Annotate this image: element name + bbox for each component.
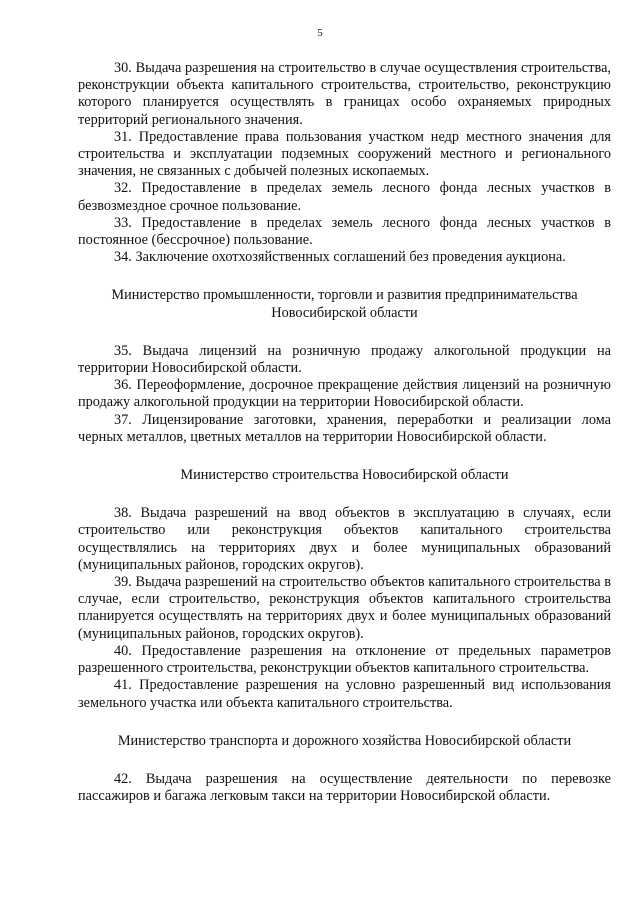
- section-heading: Министерство транспорта и дорожного хозяйства Новосибирской области: [117, 732, 572, 749]
- section-heading: Министерство промышленности, торговли и развития предпринимательства Новосибирской области: [111, 287, 578, 321]
- list-item: 41. Предоставление разрешения на условно разрешенный вид использования земельного участка или объекта капитального строительства.: [78, 677, 611, 711]
- list-item: 37. Лицензирование заготовки, хранения, переработки и реализации лома черных металлов, цветных металлов на территории Новосибирской области.: [78, 411, 611, 445]
- list-item: 36. Переоформление, досрочное прекращение действия лицензий на розничную продажу алкогольной продукции на территории Новосибирской области.: [78, 377, 611, 411]
- document-body: [78, 60, 611, 805]
- list-item: 34. Заключение охотхозяйственных соглашений без проведения аукциона.: [114, 249, 566, 266]
- list-item: 31. Предоставление права пользования участком недр местного значения для строительства и эксплуатации подземных сооружений местного и регионального значения, не связанных с добычей полезных ископаемых.: [78, 128, 611, 180]
- list-item: 35. Выдача лицензий на розничную продажу алкогольной продукции на территории Новосибирской области.: [78, 342, 611, 377]
- section-heading: Министерство строительства Новосибирской области: [180, 467, 509, 484]
- list-item: 30. Выдача разрешения на строительство в случае осуществления строительства, реконструкции объекта капитального строительства, строительство, реконструкцию которого планируется осуществлять в границах особо охраняемых природных территорий регионального значения.: [78, 60, 611, 128]
- list-item: 42. Выдача разрешения на осуществление деятельности по перевозке пассажиров и багажа легковым такси на территории Новосибирской области.: [78, 770, 611, 805]
- page-number: 5: [317, 27, 323, 39]
- list-item: 39. Выдача разрешений на строительство объектов капитального строительства в случае, если строительство, реконструкция объектов капитального строительства планируется осуществлять на территориях двух и более муниципальных образований (муниципальных районов, городских округов).: [78, 574, 611, 642]
- list-item: 32. Предоставление в пределах земель лесного фонда лесных участков в безвозмездное срочное пользование.: [78, 180, 611, 214]
- list-item: 33. Предоставление в пределах земель лесного фонда лесных участков в постоянное (бессрочное) пользование.: [78, 214, 611, 249]
- list-item: 40. Предоставление разрешения на отклонение от предельных параметров разрешенного строительства, реконструкции объектов капитального строительства.: [78, 642, 611, 677]
- list-item: 38. Выдача разрешений на ввод объектов в эксплуатацию в случаях, если строительство или реконструкция объектов капитального строительства осуществлялись на территориях двух и более муниципальных образований (муниципальных районов, городских округов).: [78, 505, 611, 573]
